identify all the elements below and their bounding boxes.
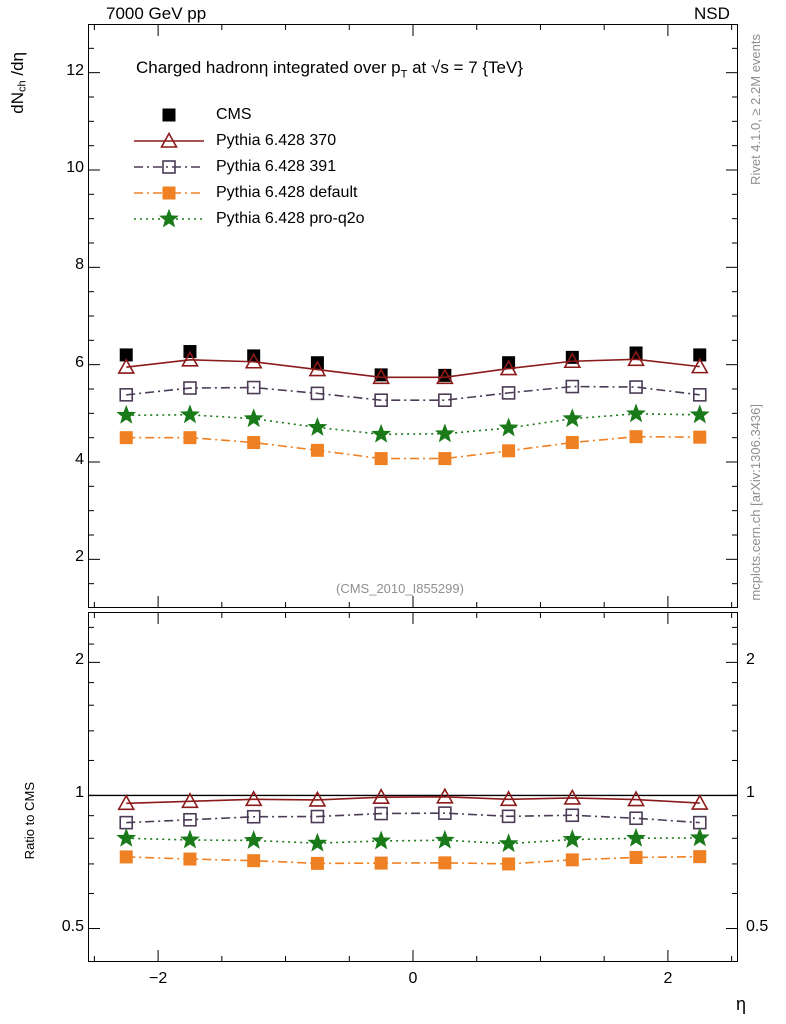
- ratio-x-tick-label: 0: [408, 970, 418, 987]
- ratio-plot-svg: [88, 612, 738, 962]
- y-tick-label: 10: [66, 159, 84, 176]
- legend-label: Pythia 6.428 391: [216, 158, 337, 175]
- y-tick-label: 4: [75, 451, 84, 468]
- ratio-y-tick-label-right: 0.5: [746, 917, 769, 935]
- legend-label: Pythia 6.428 370: [216, 132, 337, 149]
- legend-marker-1: [130, 129, 208, 153]
- legend-marker-4: [130, 207, 208, 231]
- header-left-label: 7000 GeV pp: [106, 4, 207, 23]
- ratio-x-tick-label: 2: [663, 970, 673, 987]
- legend-item: [130, 128, 365, 154]
- ratio-y-tick-label-right: 2: [746, 651, 755, 669]
- plot-title: Charged hadronη integrated over $p_T$ at √s = 7 {TeV}: [136, 58, 524, 81]
- dataset-watermark: (CMS_2010_I855299): [336, 581, 464, 596]
- header-right-label: NSD: [694, 4, 730, 23]
- y-tick-label: 2: [75, 548, 84, 566]
- ratio-y-tick-label: 0.5: [61, 917, 84, 935]
- y-tick-label: 12: [66, 61, 84, 79]
- ratio-y-tick-label: 2: [75, 651, 84, 669]
- legend-label: Pythia 6.428 pro-q2o: [216, 210, 365, 227]
- y-tick-label: 8: [75, 256, 84, 274]
- rivet-version-label: Rivet 4.1.0, ≥ 2.2M events: [748, 34, 763, 185]
- mcplots-reference-label: mcplots.cern.ch [arXiv:1306.3436]: [748, 404, 763, 601]
- ratio-x-tick-label: −2: [148, 970, 168, 987]
- ratio-plot-panel: [61, 612, 769, 987]
- main-y-axis-label: $dN_{ch}$ /dη: [8, 52, 29, 114]
- legend-marker-2: [130, 155, 208, 179]
- ratio-y-axis-label: Ratio to CMS: [22, 782, 37, 860]
- legend-item: [130, 102, 365, 128]
- legend-item: [130, 206, 365, 232]
- legend-item: [130, 154, 365, 180]
- legend-label: Pythia 6.428 default: [216, 184, 358, 201]
- x-axis-label: η: [736, 994, 747, 1014]
- legend-marker-0: [130, 103, 208, 127]
- legend-label: CMS: [216, 106, 252, 123]
- main-plot-panel: [66, 24, 738, 608]
- legend: [130, 102, 365, 232]
- ratio-y-tick-label-right: 1: [746, 784, 755, 802]
- legend-marker-3: [130, 181, 208, 205]
- legend-item: [130, 180, 365, 206]
- y-tick-label: 6: [75, 353, 84, 371]
- ratio-y-tick-label: 1: [75, 784, 84, 802]
